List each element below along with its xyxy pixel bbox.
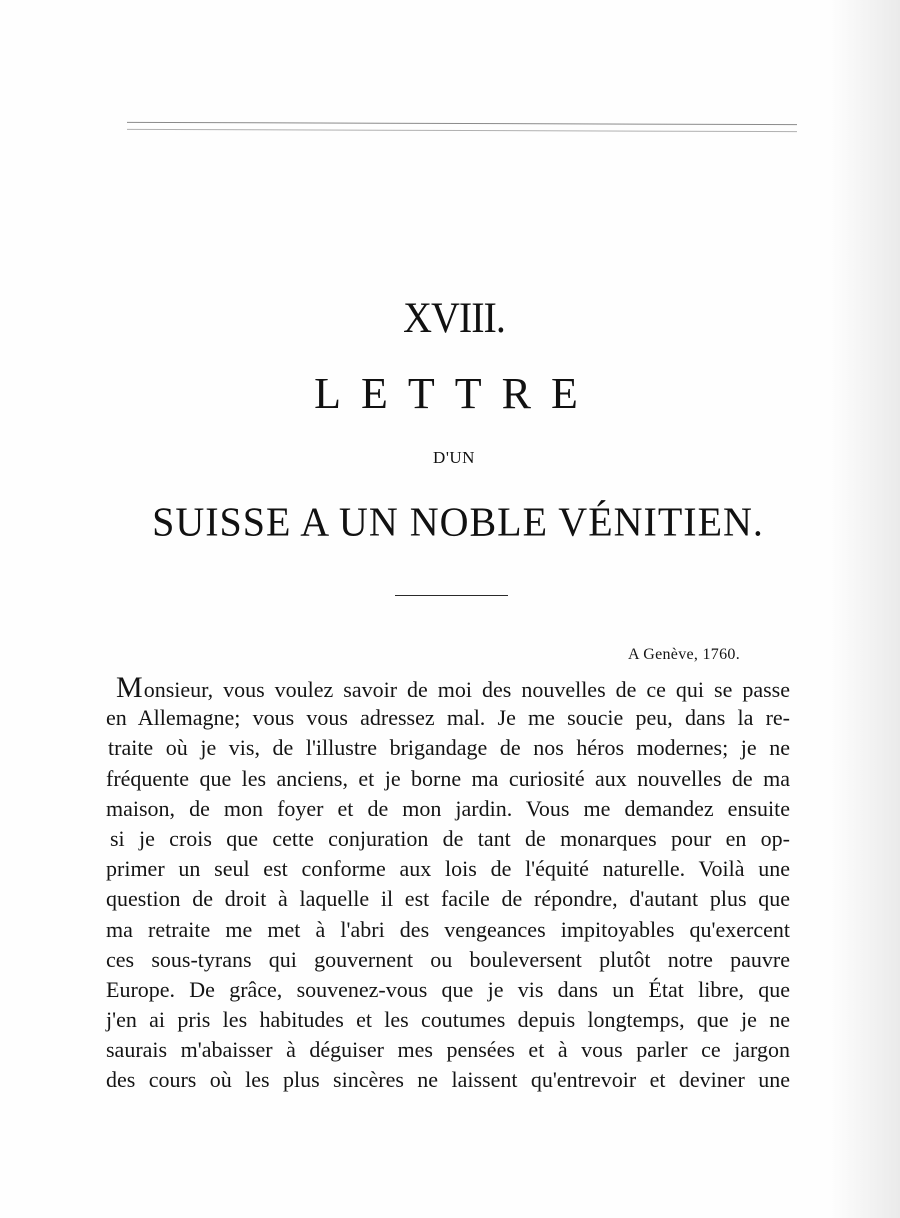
dateline: A Genève, 1760. bbox=[627, 646, 740, 663]
body-line-text: onsieur, vous voulez savoir de moi des nouvelles de ce qui se passe bbox=[143, 677, 790, 702]
letter-body bbox=[106, 673, 790, 1096]
title-preposition: D'UN bbox=[433, 448, 475, 467]
letter-title: LETTRE bbox=[314, 369, 598, 418]
body-line: des cours où les plus sincères ne laissent qu'entrevoir et deviner une bbox=[106, 1067, 790, 1093]
drop-cap: M bbox=[116, 671, 143, 704]
body-line: si je crois que cette conjuration de tant de monarques pour en op- bbox=[110, 825, 790, 851]
body-line: question de droit à laquelle il est facile de répondre, d'autant plus que bbox=[106, 886, 790, 912]
page-edge-shadow bbox=[830, 0, 900, 1218]
title-separator-rule bbox=[395, 595, 508, 596]
body-line: ces sous-tyrans qui gouvernent ou bouleversent plutôt notre pauvre bbox=[106, 946, 790, 972]
top-double-rule bbox=[127, 122, 797, 132]
letter-number: XVIII. bbox=[403, 293, 505, 342]
body-line: traite où je vis, de l'illustre brigandage de nos héros modernes; je ne bbox=[108, 735, 790, 761]
body-line: j'en ai pris les habitudes et les coutumes depuis longtemps, que je ne bbox=[106, 1007, 790, 1033]
body-line: maison, de mon foyer et de mon jardin. Vous me demandez ensuite bbox=[106, 795, 790, 821]
body-line: fréquente que les anciens, et je borne ma curiosité aux nouvelles de ma bbox=[106, 765, 790, 791]
body-line: primer un seul est conforme aux lois de l'équité naturelle. Voilà une bbox=[106, 856, 790, 882]
body-line: Europe. De grâce, souvenez-vous que je vis dans un État libre, que bbox=[106, 976, 790, 1002]
body-line: ma retraite me met à l'abri des vengeances impitoyables qu'exercent bbox=[106, 916, 790, 942]
body-line: en Allemagne; vous vous adressez mal. Je me soucie peu, dans la re- bbox=[106, 705, 790, 731]
letter-subtitle: SUISSE A UN NOBLE VÉNITIEN. bbox=[152, 498, 764, 545]
body-line: saurais m'abaisser à déguiser mes pensées et à vous parler ce jargon bbox=[106, 1037, 790, 1063]
body-line bbox=[106, 673, 790, 703]
